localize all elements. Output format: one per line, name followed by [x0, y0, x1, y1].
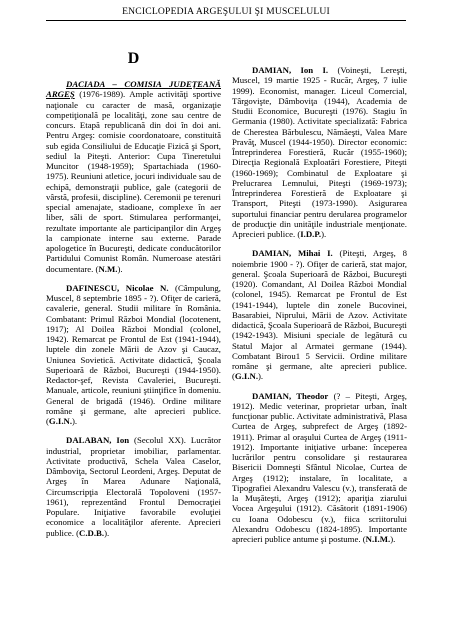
- entry-body: (1976-1989). Ample activităţi sportive naţionale cu caracter de masă, organizaţie competiţională pe localităţi, zone sau centre de concurs. Etapă republicană din doi în doi ani. Pentru Argeş: comisie coordonatoare, constituită sub egida Consiliului de Educaţie Fizică şi Sport, sediul la Piteşti. Anterior: Cupa Tineretului Muncitor (1948-1959); Spartachiada (1960-1975). Reuniuni atletice, jocuri individuale sau de echipă, demonstraţii publice, gale (categorii de vârstă, profesii, discipline). Ceremonii pe terenuri special amenajate, stadioane, complexe în aer liber, săli de sport. Stimularea performanţei, rezultate importante ale participanţilor din Argeş la campionate interne sau externe. Parade apologetice în Bucureşti, dedicate conducătorilor Partidului Comunist Român. Numeroase atestări documentare. (: [46, 89, 221, 274]
- entry-tail: ).: [390, 534, 396, 544]
- entry-headword: DAMIAN, Mihai I.: [252, 248, 333, 259]
- author-sign: N.I.M.: [365, 534, 391, 544]
- entry-body: (Secolul XX). Lucrător industrial, proprietar imobiliar, parlamentar. Activitate productivă, Schela Valea Caselor, Dâmboviţa, Sectorul Leordeni, Argeş. Deputat de Argeş în Marea Adunare Naţională, Circumscripţia Electorală Topoloveni (1957-1961), reprezentând Frontul Democraţiei Populare. Iniţiative favorabile evoluţiei economice a localităţilor aferente. Aprecieri publice. (: [46, 435, 221, 538]
- entry-damian-mihai: [232, 248, 407, 381]
- left-column: [46, 40, 221, 538]
- entry-headword: DAFINESCU, Nicolae N.: [66, 282, 169, 293]
- entry-body: (Voineşti, Lereşti, Muscel, 19 martie 1925 - Rucăr, Argeş, 7 iulie 1999). Economist, manager. Liceul Comercial, Târgovişte, Dâmboviţa (1944), Academia de Studii Economice, Bucureşti (1976). Stagiu în Germania (1980). Activitate specializată: Fabrica de Cherestea Bărbulescu, Nămăeşti, Valea Mare Pravăţ, Muscel (1944-1950). Director economic: Întreprinderea Forestieră, Rucăr (1955-1960); Direcţia Regională Exploatări Forestiere, Piteşti (1960-1969); Combinatul de Exploatare şi Prelucrarea Lemnului, Piteşti (1969-1973); Întreprinderea Forestieră de Exploatare şi Transport, Piteşti (1973-1990). Asigurarea suportului financiar pentru derularea programelor de producţie din unităţile industriale menţionate. Aprecieri publice. (: [232, 65, 407, 239]
- entry-body: (Câmpulung, Muscel, 8 septembrie 1895 - ?). Ofiţer de carieră, cavalerie, general. Studii militare în România. Combatant: Primul Război Mondial (locotenent, 1917); Al Doilea Război Mondial (colonel, 1942). Remarcat pe Frontul de Est (1941-1944), luptele din zonele Mării de Azov şi Caucaz, Uniunea Sovietică. Activitate didactică, Şcoala Superioară de Război, Bucureşti (1944-1950). Redactor-şef, Revista Cavaleriei, Bucureşti. Manuale, articole, reuniuni ştiinţifice în domeniu. General de brigadă (1946). Ordine militare române şi germane, alte aprecieri publice. (: [46, 282, 221, 426]
- entry-headword: DAMIAN, Theodor: [252, 390, 329, 401]
- author-sign: C.D.B.: [79, 527, 105, 538]
- right-column: [232, 40, 407, 544]
- entry-tail: ).: [72, 416, 78, 426]
- entry-tail: ).: [258, 371, 264, 382]
- author-sign: I.D.P.: [300, 229, 322, 239]
- entry-tail: ).: [321, 229, 327, 239]
- entry-body: (Piteşti, Argeş, 8 noiembrie 1900 - ?). Ofiţer de carieră, stat major, general. Şcoala Superioară de Război, Bucureşti (1920). Comandant, Al Doilea Război Mondial (colonel, 1945). Remarcat pe Frontul de Est (1941-1944), luptele din zonele Bucovinei, Basarabiei, Niprului, Mării de Azov. Activitate didactică, Şcoala Superioară de Război, Bucureşti (1942-1943). Misiuni speciale de legătură cu Statul Major al Armatei germane (1944). Combatant Birou1 5 Servicii. Ordine militare române şi germane, alte aprecieri publice. (: [232, 248, 407, 382]
- entry-damian-theodor: [232, 391, 407, 545]
- running-header: ENCICLOPEDIA ARGEŞULUI ŞI MUSCELULUI: [46, 6, 406, 21]
- section-letter: D: [127, 50, 140, 67]
- author-sign: G.I.N.: [48, 416, 73, 426]
- author-sign: G.I.N.: [234, 371, 259, 382]
- entry-headword: DAMIAN, Ion I.: [252, 65, 329, 75]
- entry-daciada: [46, 79, 221, 274]
- entry-body: (? – Piteşti, Argeş, 1912). Medic veterinar, proprietar urban, înalt funcţionar public. Activitate administrativă, Plasa Curtea de Argeş, subprefect de Argeş (1892-1911). Primar al oraşului Curtea de Argeş (1911-1912). Importante iniţiative urbane: începerea lucrărilor pentru consolidare şi restaurarea Bisericii Domneşti Sfântul Nicolae, Curtea de Argeş (1912); instalare, în localitate, a Tipografiei Alexandru Valescu (v.), transferată de la Muşăteşti, Argeş (1912); apariţia ziarului Vocea Argeşului (1912). Căsătorit (1891-1906) cu Ioana Odobescu (v.), fiica scriitorului Alexandru Odobescu (1824-1895). Importante aprecieri publice antume şi postume. (: [232, 390, 407, 544]
- author-sign: N.M.: [98, 263, 118, 274]
- entry-tail: ).: [104, 527, 110, 538]
- entry-damian-ion: [232, 65, 407, 239]
- entry-headword-text: DACIADA – COMISIA JUDEŢEANĂ ARGEŞ: [46, 79, 221, 100]
- entry-dafinescu: [46, 283, 221, 427]
- entry-dalaban: [46, 435, 221, 538]
- entry-tail: ).: [117, 263, 123, 274]
- entry-headword: DALABAN, Ion: [66, 435, 130, 446]
